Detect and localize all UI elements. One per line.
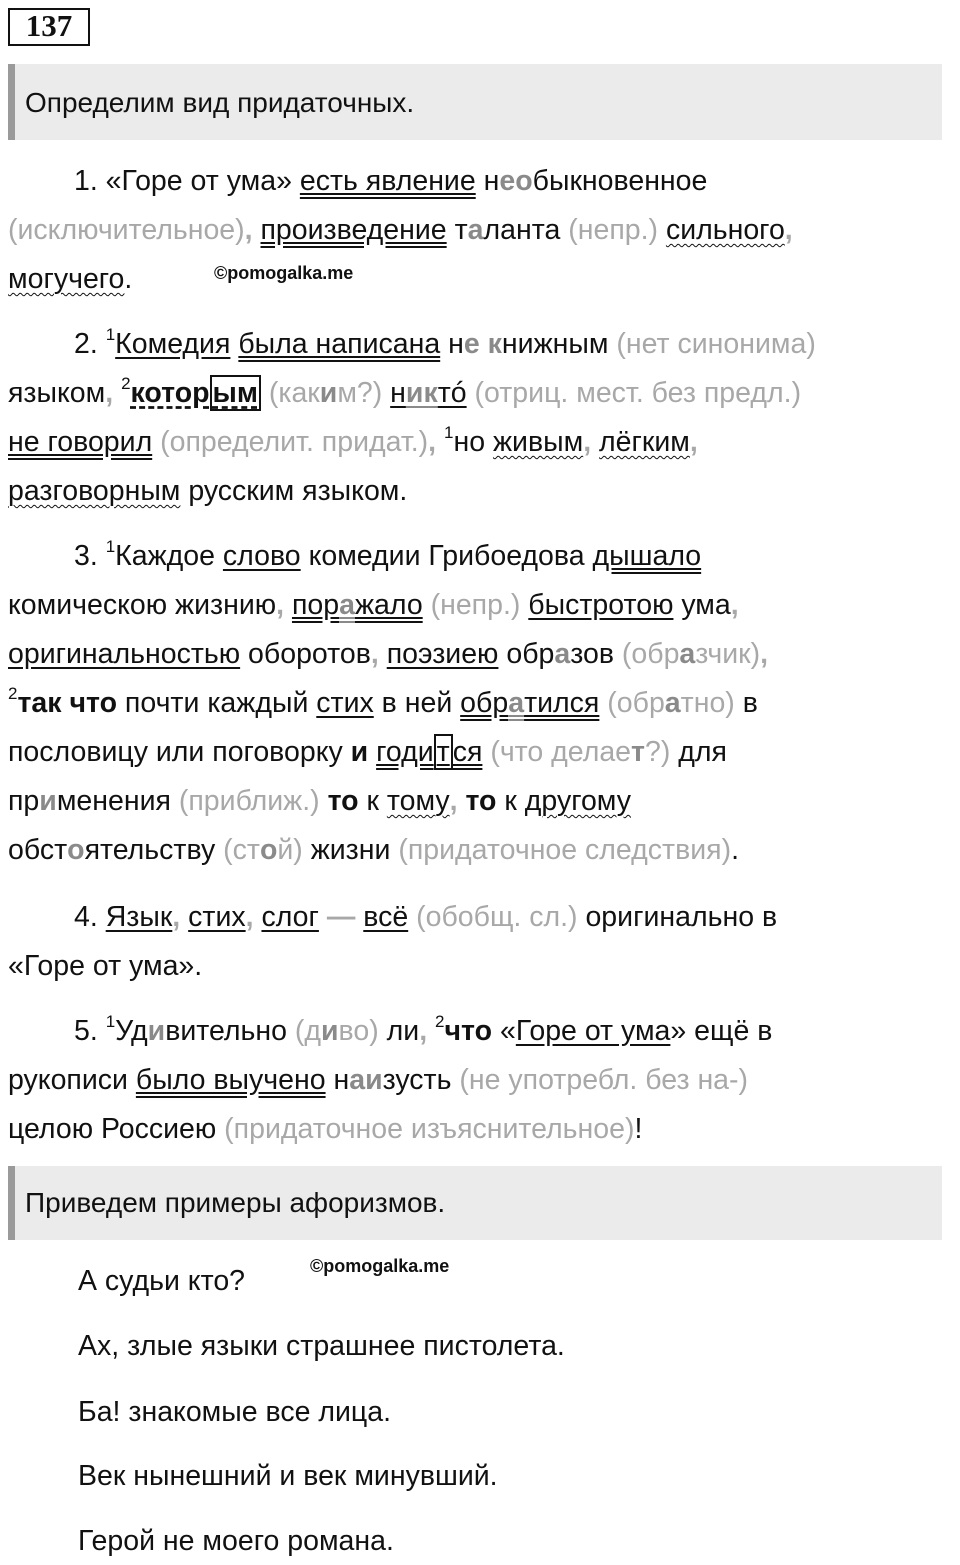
- note: зчик): [695, 638, 761, 670]
- vowel: ео: [499, 165, 533, 197]
- attribute: другому: [524, 785, 631, 817]
- attribute: могучего: [8, 263, 125, 295]
- subject: Язык: [105, 901, 173, 933]
- comma: ,: [244, 214, 261, 246]
- text: ли: [378, 1015, 420, 1047]
- text: оригинально в: [577, 901, 778, 933]
- attribute: сильного: [665, 214, 785, 246]
- note: (д: [286, 1015, 322, 1047]
- predicate: пор: [291, 589, 340, 621]
- subject: оригинальностью: [8, 638, 241, 670]
- section-header-subordinates: [8, 64, 942, 140]
- vowel: и: [319, 377, 338, 409]
- line: [8, 255, 953, 304]
- clause-index: 2: [121, 374, 131, 393]
- vowel: о: [67, 834, 85, 866]
- note: й): [277, 834, 303, 866]
- text: «: [492, 1015, 516, 1047]
- line: [8, 826, 953, 875]
- line: [8, 942, 953, 991]
- note: (как: [268, 377, 320, 409]
- text: пословицу или поговорку: [8, 736, 351, 768]
- predicate: было выучено: [135, 1064, 326, 1096]
- text: вительно: [165, 1015, 287, 1047]
- comma: ,: [689, 426, 698, 458]
- comma: ,: [428, 426, 444, 458]
- predicate: была написана: [238, 328, 441, 360]
- clause-index: 2: [435, 1012, 445, 1031]
- subject: слог: [261, 901, 319, 933]
- vowel: а: [339, 589, 355, 621]
- aphorism: Герой не моего романа.: [78, 1525, 394, 1557]
- comma: ,: [730, 589, 739, 621]
- vowel: т: [631, 736, 645, 768]
- text: зов: [570, 638, 622, 670]
- predicate: произведение: [260, 214, 447, 246]
- text: обр: [498, 638, 555, 670]
- comma: ,: [105, 377, 122, 409]
- text: [320, 785, 328, 817]
- sentence-4: [8, 893, 953, 991]
- section-header-aphorisms: [8, 1166, 942, 1240]
- text: обст: [8, 834, 68, 866]
- subject: Горе от ума: [515, 1015, 671, 1047]
- clause-index: 1: [105, 325, 116, 344]
- text: [368, 736, 376, 768]
- vowel: о: [259, 834, 278, 866]
- note: (отриц. мест. без предл.): [466, 377, 802, 409]
- ending-box: ым: [210, 375, 261, 411]
- text: к: [496, 785, 525, 817]
- text: но: [453, 426, 493, 458]
- sentence-2: [8, 320, 953, 516]
- text: н: [440, 328, 464, 360]
- attribute: живым: [492, 426, 584, 458]
- text: оборотов: [240, 638, 371, 670]
- line: [8, 532, 953, 581]
- text: ятельству: [84, 834, 216, 866]
- vowel: а: [664, 687, 681, 719]
- conjunction: так что: [17, 687, 117, 719]
- predicate: ся: [452, 736, 483, 768]
- attribute: лёгким: [599, 426, 690, 458]
- note: (обр: [621, 638, 680, 670]
- vowel: а: [467, 214, 484, 246]
- line: [8, 369, 953, 418]
- note: ?): [645, 736, 671, 768]
- text: 3.: [74, 540, 106, 572]
- note: (определит. придат.): [152, 426, 429, 458]
- comma: ,: [245, 901, 262, 933]
- note: (исключительное): [8, 214, 245, 246]
- note: м?): [337, 377, 383, 409]
- text: !: [634, 1113, 643, 1145]
- aphorism: Век нынешний и век минувший.: [78, 1460, 498, 1492]
- vowel: и: [321, 1015, 339, 1047]
- text: русским языком.: [180, 475, 408, 507]
- text: .: [731, 834, 739, 866]
- text: пр: [8, 785, 40, 817]
- ending-box: т: [434, 734, 453, 770]
- line: [8, 581, 953, 630]
- clause-index: 1: [444, 423, 454, 442]
- text: рукописи: [8, 1064, 136, 1096]
- text: «Горе от ума».: [8, 950, 203, 982]
- vowel: и: [147, 1015, 166, 1047]
- subject: стих: [188, 901, 246, 933]
- subject: стих: [316, 687, 374, 719]
- note: (не употребл. без на-): [451, 1064, 749, 1096]
- text: быкновенное: [532, 165, 708, 197]
- text: менения: [56, 785, 179, 817]
- note: (обр: [599, 687, 665, 719]
- line: [8, 1105, 953, 1154]
- note: во): [338, 1015, 379, 1047]
- predicate: обр: [460, 687, 509, 719]
- line: [8, 206, 953, 255]
- text: целою Россиею: [8, 1113, 217, 1145]
- vowel: е к: [463, 328, 502, 360]
- conjunction: и: [350, 736, 369, 768]
- text: .: [124, 263, 133, 295]
- text: нижным: [501, 328, 617, 360]
- subject: всё: [363, 901, 409, 933]
- aphorism: Ах, злые языки страшнее пистолета.: [78, 1330, 565, 1362]
- vowel: а: [508, 687, 525, 719]
- subject: тó: [437, 377, 467, 409]
- text: н: [475, 165, 500, 197]
- note: (придаточное следствия): [398, 834, 732, 866]
- sentence-5: [8, 1007, 953, 1154]
- line: [8, 728, 953, 777]
- watermark: ©pomogalka.me: [310, 1256, 450, 1276]
- conjunction: то: [465, 785, 497, 817]
- text: 1. «Горе от ума»: [74, 165, 300, 197]
- line: [8, 777, 953, 826]
- line: [8, 1056, 953, 1105]
- note: (обобщ. сл.): [408, 901, 578, 933]
- sentence-1: [8, 157, 953, 304]
- text: ума: [673, 589, 731, 621]
- conjunction: то: [327, 785, 359, 817]
- comma: ,: [276, 589, 292, 621]
- text: Каждое: [115, 540, 223, 572]
- watermark: ©pomogalka.me: [214, 263, 354, 283]
- subject: Комедия: [115, 328, 231, 360]
- subject: быстротою: [528, 589, 674, 621]
- text: Уд: [115, 1015, 148, 1047]
- comma: ,: [449, 785, 466, 817]
- note: (что делае: [482, 736, 632, 768]
- text: к: [358, 785, 387, 817]
- text: н: [325, 1064, 350, 1096]
- dash: —: [318, 901, 364, 933]
- clause-index: 1: [105, 1012, 116, 1031]
- text: в ней: [373, 687, 461, 719]
- attribute: тому: [386, 785, 450, 817]
- text: [261, 377, 269, 409]
- note: (ст: [215, 834, 260, 866]
- vowel: аи: [349, 1064, 383, 1096]
- line: [8, 679, 953, 728]
- text: в: [734, 687, 758, 719]
- conjunctive-word: котор: [130, 377, 210, 409]
- subject: н: [390, 377, 406, 409]
- line: [8, 467, 953, 516]
- text: » ещё в: [670, 1015, 773, 1047]
- note: (нет синонима): [616, 328, 816, 360]
- text: комическою жизнию: [8, 589, 277, 621]
- comma: ,: [760, 638, 769, 670]
- line: [8, 157, 953, 206]
- text: жизни: [302, 834, 399, 866]
- clause-index: 1: [105, 537, 116, 556]
- task-number: 137: [8, 8, 90, 46]
- note: (непр.): [568, 214, 659, 246]
- sentence-3: [8, 532, 953, 875]
- note: (придаточное изъяснительное): [216, 1113, 635, 1145]
- text: 2.: [74, 328, 106, 360]
- attribute: разговорным: [8, 475, 181, 507]
- text: 4.: [74, 901, 106, 933]
- text: для: [670, 736, 727, 768]
- aphorism: А судьи кто?: [78, 1265, 246, 1297]
- line: [8, 418, 953, 467]
- text: языком: [8, 377, 106, 409]
- comma: ,: [583, 426, 600, 458]
- text: [658, 214, 666, 246]
- line: [8, 1007, 953, 1056]
- vowel: и: [39, 785, 57, 817]
- aphorism: Ба! знакомые все лица.: [78, 1396, 392, 1428]
- vowel: а: [679, 638, 696, 670]
- note: (непр.): [422, 589, 529, 621]
- comma: ,: [172, 901, 189, 933]
- predicate: годи: [376, 736, 434, 768]
- section-title: Приведем примеры афоризмов.: [25, 1187, 446, 1218]
- vowel: а: [554, 638, 571, 670]
- predicate: есть явление: [299, 165, 476, 197]
- predicate: дышало: [592, 540, 702, 572]
- vowel: ик: [405, 377, 438, 409]
- text: зусть: [382, 1064, 452, 1096]
- text: [382, 377, 390, 409]
- text: почти каждый: [117, 687, 317, 719]
- comma: ,: [784, 214, 793, 246]
- subject: слово: [222, 540, 301, 572]
- text: т: [446, 214, 468, 246]
- predicate: не говорил: [8, 426, 153, 458]
- predicate: жало: [354, 589, 423, 621]
- comma: ,: [419, 1015, 436, 1047]
- line: [8, 320, 953, 369]
- line: [8, 630, 953, 679]
- note: тно): [680, 687, 735, 719]
- comma: ,: [370, 638, 387, 670]
- text: ланта: [483, 214, 569, 246]
- line: [8, 893, 953, 942]
- clause-index: 2: [8, 684, 18, 703]
- section-title: Определим вид придаточных.: [25, 87, 415, 118]
- predicate: тился: [524, 687, 600, 719]
- subject: поэзиею: [386, 638, 499, 670]
- text: комедии Грибоедова: [300, 540, 593, 572]
- text: 5.: [74, 1015, 106, 1047]
- conjunction: что: [444, 1015, 493, 1047]
- note: (приближ.): [178, 785, 320, 817]
